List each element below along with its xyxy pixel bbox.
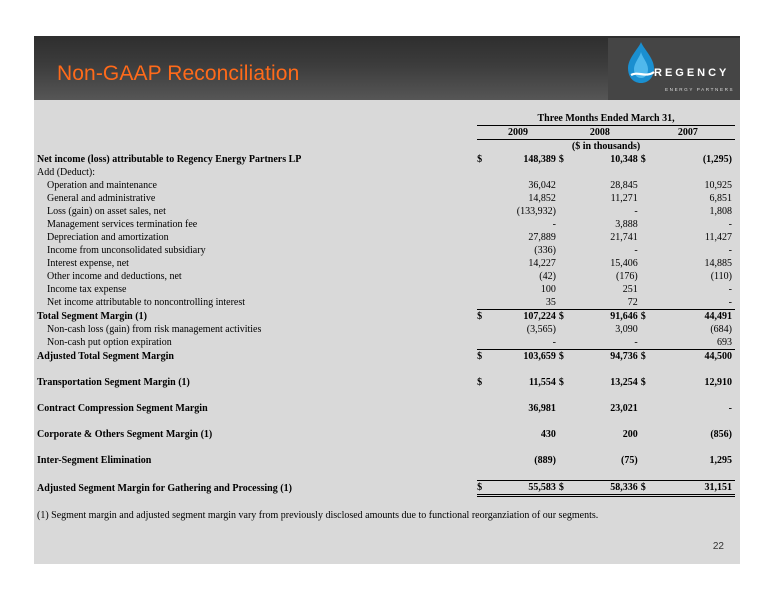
currency-symbol — [477, 428, 491, 441]
row-value: 13,254 — [610, 377, 638, 388]
row-value: 14,852 — [528, 193, 556, 204]
row-value: 14,885 — [704, 258, 732, 269]
currency-symbol — [641, 428, 655, 441]
row-value: - — [728, 245, 732, 256]
currency-symbol — [477, 257, 491, 270]
currency-symbol — [641, 179, 655, 192]
currency-symbol: $ — [641, 481, 655, 496]
row-label: Income tax expense — [47, 284, 127, 295]
table-row — [37, 231, 735, 244]
slide — [34, 36, 740, 564]
table-row — [37, 376, 735, 389]
table-row — [37, 402, 735, 415]
units-row — [37, 140, 735, 154]
table-row — [37, 192, 735, 205]
row-value: 23,021 — [610, 403, 638, 414]
currency-symbol — [559, 296, 573, 310]
row-value: - — [728, 297, 732, 308]
currency-symbol — [477, 192, 491, 205]
spacer-row — [37, 467, 735, 481]
row-value: 148,389 — [523, 154, 556, 165]
row-value: 11,271 — [610, 193, 638, 204]
slide-title: Non-GAAP Reconciliation — [57, 62, 300, 85]
row-value: 27,889 — [528, 232, 556, 243]
table-row — [37, 179, 735, 192]
row-value: 200 — [622, 429, 638, 440]
row-label: Inter-Segment Elimination — [37, 455, 152, 466]
row-label: Other income and deductions, net — [47, 271, 182, 282]
table-row — [37, 244, 735, 257]
row-value: 10,348 — [610, 154, 638, 165]
currency-symbol: $ — [558, 377, 564, 388]
currency-symbol — [559, 192, 573, 205]
row-value: 91,646 — [573, 310, 640, 324]
row-value: 693 — [717, 337, 732, 348]
currency-symbol — [641, 257, 655, 270]
currency-symbol: $ — [640, 154, 646, 165]
spacer-row — [37, 389, 735, 402]
currency-symbol — [559, 402, 573, 415]
row-value: 44,491 — [655, 310, 735, 324]
currency-symbol — [559, 323, 573, 336]
row-value: 55,583 — [492, 481, 559, 496]
row-value: 1,295 — [709, 455, 732, 466]
currency-symbol — [641, 166, 655, 179]
row-value: 251 — [622, 284, 638, 295]
table-row — [37, 166, 735, 179]
currency-symbol — [559, 244, 573, 257]
currency-symbol: $ — [477, 350, 491, 364]
row-label: Loss (gain) on asset sales, net — [47, 206, 166, 217]
row-label: Operation and maintenance — [47, 180, 157, 191]
row-value: - — [728, 284, 732, 295]
row-value: (684) — [710, 324, 732, 335]
currency-symbol — [559, 166, 573, 179]
reconciliation-table — [37, 112, 735, 497]
currency-symbol — [477, 231, 491, 244]
table-row — [37, 350, 735, 364]
row-value: 36,981 — [528, 403, 556, 414]
table-row — [37, 283, 735, 296]
currency-symbol — [641, 231, 655, 244]
row-label: Non-cash put option expiration — [47, 337, 172, 349]
row-value: 430 — [540, 429, 556, 440]
row-label: Non-cash loss (gain) from risk management activities — [47, 324, 262, 335]
table-row — [37, 257, 735, 270]
row-label: General and administrative — [47, 193, 156, 204]
row-value: 3,888 — [615, 219, 638, 230]
logo-brand: REGENCY — [654, 67, 730, 79]
row-value: (42) — [539, 271, 556, 282]
row-value: (176) — [616, 271, 638, 282]
row-value: 44,500 — [655, 350, 735, 364]
currency-symbol — [641, 192, 655, 205]
period-header-row — [37, 112, 735, 126]
year-2007: 2007 — [641, 126, 735, 140]
currency-symbol: $ — [559, 350, 573, 364]
currency-symbol — [477, 166, 491, 179]
row-label: Corporate & Others Segment Margin (1) — [37, 429, 213, 440]
row-value: 31,151 — [655, 481, 735, 496]
row-value — [573, 166, 640, 179]
currency-symbol: $ — [559, 310, 573, 324]
currency-symbol — [559, 336, 573, 350]
table-row — [37, 296, 735, 310]
spacer-row — [37, 415, 735, 428]
row-value: 11,554 — [528, 377, 556, 388]
currency-symbol — [641, 270, 655, 283]
page-number: 22 — [712, 541, 724, 552]
currency-symbol — [477, 336, 491, 350]
row-value: - — [552, 219, 556, 230]
table-row — [37, 310, 735, 324]
year-2008: 2008 — [559, 126, 641, 140]
currency-symbol: $ — [641, 350, 655, 364]
currency-symbol — [641, 283, 655, 296]
row-value: 58,336 — [573, 481, 640, 496]
row-value: 11,427 — [704, 232, 732, 243]
row-value: 21,741 — [610, 232, 638, 243]
currency-symbol: $ — [477, 310, 491, 324]
row-value: (889) — [534, 455, 556, 466]
currency-symbol — [477, 402, 491, 415]
currency-symbol — [559, 205, 573, 218]
footnote: (1) Segment margin and adjusted segment margin vary from previously disclosed amounts due to functional reorganziation of our segments. — [37, 510, 599, 521]
currency-symbol — [641, 336, 655, 350]
row-value: (3,565) — [526, 324, 556, 335]
row-value: 3,090 — [615, 324, 638, 335]
row-value: 10,925 — [704, 180, 732, 191]
row-label: Management services termination fee — [47, 219, 198, 230]
table-row — [37, 270, 735, 283]
row-value: 6,851 — [709, 193, 732, 204]
period-title: Three Months Ended March 31, — [477, 112, 735, 126]
currency-symbol — [477, 296, 491, 310]
table-row — [37, 336, 735, 350]
currency-symbol — [559, 270, 573, 283]
currency-symbol — [477, 454, 491, 467]
currency-symbol — [559, 428, 573, 441]
row-label: Net income attributable to noncontrolling interest — [47, 297, 246, 309]
row-value: 103,659 — [492, 350, 559, 364]
row-value: (336) — [534, 245, 556, 256]
row-value: 28,845 — [610, 180, 638, 191]
currency-symbol — [477, 283, 491, 296]
currency-symbol — [559, 257, 573, 270]
currency-symbol — [641, 402, 655, 415]
row-value: - — [552, 337, 556, 348]
currency-symbol: $ — [558, 154, 564, 165]
row-value: 15,406 — [610, 258, 638, 269]
currency-symbol — [477, 218, 491, 231]
row-value: 94,736 — [573, 350, 640, 364]
row-value: - — [634, 206, 638, 217]
currency-symbol — [477, 244, 491, 257]
year-header-row — [37, 126, 735, 140]
row-label: Net income (loss) attributable to Regency Energy Partners LP — [37, 154, 302, 165]
spacer-row — [37, 363, 735, 376]
currency-symbol — [559, 283, 573, 296]
row-label: Interest expense, net — [47, 258, 129, 269]
currency-symbol — [477, 179, 491, 192]
row-label: Add (Deduct): — [37, 167, 96, 178]
logo-tagline: ENERGY PARTNERS — [665, 87, 735, 92]
row-value: 72 — [627, 297, 638, 308]
currency-symbol — [559, 179, 573, 192]
row-value: - — [634, 245, 638, 256]
row-value: 12,910 — [704, 377, 732, 388]
regency-logo — [608, 38, 740, 100]
row-label: Adjusted Segment Margin for Gathering and Processing (1) — [37, 482, 292, 494]
row-value: (856) — [710, 429, 732, 440]
currency-symbol: $ — [641, 310, 655, 324]
row-value — [655, 166, 735, 179]
table-row — [37, 481, 735, 496]
row-value: 14,227 — [528, 258, 556, 269]
row-value: (75) — [621, 455, 638, 466]
row-value: 1,808 — [709, 206, 732, 217]
currency-symbol: $ — [640, 377, 646, 388]
row-value: (110) — [710, 271, 732, 282]
row-label: Contract Compression Segment Margin — [37, 403, 208, 414]
currency-symbol — [559, 231, 573, 244]
table-row — [37, 218, 735, 231]
row-value: - — [634, 337, 638, 348]
spacer-row — [37, 441, 735, 454]
row-value: (133,932) — [516, 206, 556, 217]
row-label: Transportation Segment Margin (1) — [37, 377, 190, 388]
row-value — [492, 166, 559, 179]
table-row — [37, 205, 735, 218]
row-label: Income from unconsolidated subsidiary — [47, 245, 206, 256]
currency-symbol: $ — [477, 154, 483, 165]
row-value: 100 — [540, 284, 556, 295]
currency-symbol — [641, 205, 655, 218]
currency-symbol — [641, 244, 655, 257]
table-row — [37, 323, 735, 336]
row-value: - — [728, 403, 732, 414]
currency-symbol — [641, 323, 655, 336]
currency-symbol — [477, 323, 491, 336]
currency-symbol — [477, 270, 491, 283]
row-label: Adjusted Total Segment Margin — [37, 350, 174, 362]
currency-symbol — [559, 218, 573, 231]
slide-header — [34, 36, 740, 100]
year-2009: 2009 — [477, 126, 559, 140]
currency-symbol — [559, 454, 573, 467]
row-label: Depreciation and amortization — [47, 232, 169, 243]
table-row — [37, 428, 735, 441]
units-label: ($ in thousands) — [571, 141, 641, 152]
currency-symbol: $ — [559, 481, 573, 496]
currency-symbol — [641, 218, 655, 231]
row-value: 36,042 — [528, 180, 556, 191]
currency-symbol: $ — [477, 481, 491, 496]
currency-symbol: $ — [477, 377, 483, 388]
row-value: (1,295) — [702, 154, 732, 165]
row-label: Total Segment Margin (1) — [37, 310, 147, 322]
currency-symbol — [477, 205, 491, 218]
currency-symbol — [641, 454, 655, 467]
row-value: 35 — [545, 297, 556, 308]
row-value: 107,224 — [492, 310, 559, 324]
table-row — [37, 153, 735, 166]
table-row — [37, 454, 735, 467]
row-value: - — [728, 219, 732, 230]
currency-symbol — [641, 296, 655, 310]
